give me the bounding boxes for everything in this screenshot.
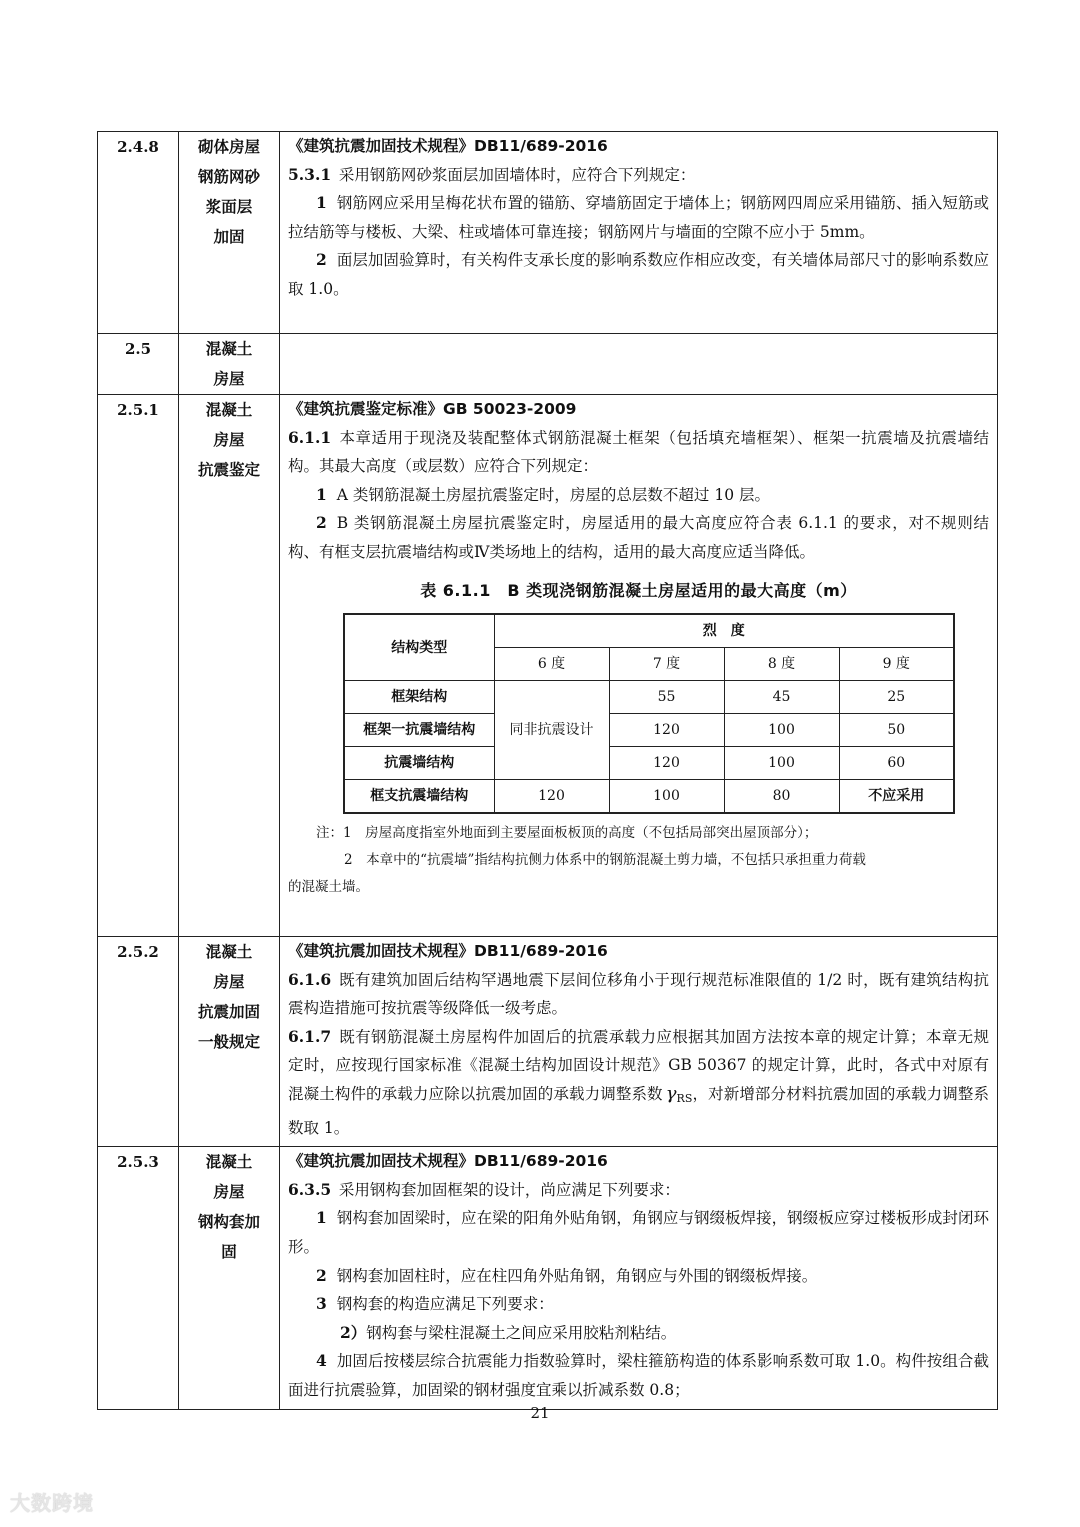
clause-item: 2 面层加固验算时，有关构件支承长度的影响系数应作相应改变，有关墙体局部尺寸的影响系数应取 1.0。 — [288, 250, 989, 298]
table-header-row — [344, 614, 954, 648]
table-caption: 表 6.1.1 B 类现浇钢筋混凝土房屋适用的最大高度（m） — [420, 580, 857, 600]
table-row — [344, 747, 954, 780]
clause-item: 1 A 类钢筋混凝土房屋抗震鉴定时，房屋的总层数不超过 10 层。 — [316, 484, 770, 504]
note-2: 2 本章中的“抗震墙”指结构抗侧力体系中的钢筋混凝土剪力墙，不包括只承担重力荷载 — [344, 852, 866, 869]
note-1: 注：1 房屋高度指室外地面到主要屋面板板顶的高度（不包括局部突出屋顶部分）； — [316, 825, 818, 842]
table-notes — [288, 820, 989, 901]
row-content — [280, 395, 998, 937]
row-title: 砌体房屋 钢筋网砂 浆面层 加固 — [179, 132, 280, 334]
table-cell: 100 — [724, 747, 839, 780]
header-degree-8: 8 度 — [724, 648, 839, 681]
header-degree-9: 9 度 — [839, 648, 954, 681]
row-content — [280, 1147, 998, 1409]
table-row — [98, 395, 998, 937]
row-title: 混凝土 房屋 钢构套加 固 — [179, 1147, 280, 1409]
clause: 6.3.5 采用钢构套加固框架的设计，尚应满足下列要求： — [288, 1179, 680, 1199]
header-intensity: 烈 度 — [494, 614, 954, 648]
table-cell: 不应采用 — [839, 780, 954, 814]
header-degree-7: 7 度 — [609, 648, 724, 681]
header-degree-6: 6 度 — [494, 648, 609, 681]
watermark-logo: 大数跨境 — [10, 1491, 94, 1515]
header-structure-type: 结构类型 — [344, 614, 494, 681]
table-row — [98, 132, 998, 334]
clause-item: 2 B 类钢筋混凝土房屋抗震鉴定时，房屋适用的最大高度应符合表 6.1.1 的要求，对不规则结构、有框支层抗震墙结构或Ⅳ类场地上的结构，适用的最大高度应适当降低。 — [288, 513, 989, 561]
row-content — [280, 937, 998, 1147]
clause-item: 4 加固后按楼层综合抗震能力指数验算时，梁柱箍筋构造的体系影响系数可取 1.0。构件按组合截面进行抗震验算，加固梁的钢材强度宜乘以折减系数 0.8； — [288, 1351, 989, 1399]
row-content — [280, 132, 998, 334]
clause-item: 1 钢构套加固梁时，应在梁的阳角外贴角钢，角钢应与钢缀板焊接，钢缀板应穿过楼板形成封闭环形。 — [288, 1208, 989, 1256]
row-number: 2.5.1 — [98, 395, 179, 937]
structure-type: 框支抗震墙结构 — [344, 780, 494, 814]
row-title: 混凝土 房屋 抗震加固 一般规定 — [179, 937, 280, 1147]
table-cell: 55 — [609, 681, 724, 714]
row-number: 2.5.3 — [98, 1147, 179, 1409]
clause: 6.1.7 既有钢筋混凝土房屋构件加固后的抗震承载力应根据其加固方法按本章的规定计算；本章无规定时，应按现行国家标准《混凝土结构加固设计规范》GB 50367 的规定计算，此时，各式中对原有混凝土构件的承载力应除以抗震加固的承载力调整系数 $\gamma_{RS}$，对新增部分材料抗震加固的承载力调整系数取 1。 — [288, 1026, 989, 1137]
row-number: 2.5 — [98, 334, 179, 395]
source-title: 《建筑抗震鉴定标准》GB 50023-2009 — [288, 400, 577, 418]
gamma-symbol: γ — [665, 1082, 677, 1104]
source-title: 《建筑抗震加固技术规程》DB11/689-2016 — [288, 942, 608, 960]
page-number: 21 — [530, 1404, 550, 1422]
merged-cell: 同非抗震设计 — [494, 681, 609, 780]
regulation-table — [97, 131, 998, 1410]
table-cell: 120 — [494, 780, 609, 814]
clause: 6.1.1 本章适用于现浇及装配整体式钢筋混凝土框架（包括填充墙框架）、框架一抗震墙及抗震墙结构。其最大高度（或层数）应符合下列规定： — [288, 427, 989, 476]
row-title: 混凝土 房屋 抗震鉴定 — [179, 395, 280, 937]
height-limit-table — [343, 613, 955, 814]
clause-item: 1 钢筋网应采用呈梅花状布置的锚筋、穿墙筋固定于墙体上；钢筋网四周应采用锚筋、插入短筋或拉结筋等与楼板、大梁、柱或墙体可靠连接；钢筋网片与墙面的空隙不应小于 5mm。 — [288, 193, 989, 241]
table-cell: 60 — [839, 747, 954, 780]
gamma-subscript: RS — [676, 1091, 693, 1105]
table-cell: 45 — [724, 681, 839, 714]
row-number: 2.4.8 — [98, 132, 179, 334]
source-title: 《建筑抗震加固技术规程》DB11/689-2016 — [288, 1152, 608, 1171]
row-number: 2.5.2 — [98, 937, 179, 1147]
table-row — [344, 681, 954, 714]
table-cell: 80 — [724, 780, 839, 814]
table-row — [344, 714, 954, 747]
table-row — [344, 780, 954, 814]
clause: 5.3.1 采用钢筋网砂浆面层加固墙体时，应符合下列规定： — [288, 164, 696, 184]
clause-item: 3 钢构套的构造应满足下列要求： — [316, 1294, 554, 1314]
table-cell: 100 — [724, 714, 839, 747]
source-title: 《建筑抗震加固技术规程》DB11/689-2016 — [288, 137, 608, 155]
structure-type: 框架结构 — [344, 681, 494, 714]
clause-item: 2 钢构套加固柱时，应在柱四角外贴角钢，角钢应与外围的钢缀板焊接。 — [316, 1265, 818, 1285]
table-cell: 100 — [609, 780, 724, 814]
clause: 6.1.6 既有建筑加固后结构罕遇地震下层间位移角小于现行规范标准限值的 1/2 时，既有建筑结构抗震构造措施可按抗震等级降低一级考虑。 — [288, 969, 989, 1018]
structure-type: 抗震墙结构 — [344, 747, 494, 780]
table-cell: 50 — [839, 714, 954, 747]
table-row — [98, 1147, 998, 1409]
table-row — [98, 334, 998, 395]
row-content — [280, 334, 998, 395]
table-cell: 120 — [609, 747, 724, 780]
row-title: 混凝土 房屋 — [179, 334, 280, 395]
table-cell: 120 — [609, 714, 724, 747]
table-cell: 25 — [839, 681, 954, 714]
clause-subitem: 2）钢构套与梁柱混凝土之间应采用胶粘剂粘结。 — [340, 1322, 677, 1342]
table-row — [98, 937, 998, 1147]
note-2-continued: 的混凝土墙。 — [288, 879, 369, 896]
structure-type: 框架一抗震墙结构 — [344, 714, 494, 747]
